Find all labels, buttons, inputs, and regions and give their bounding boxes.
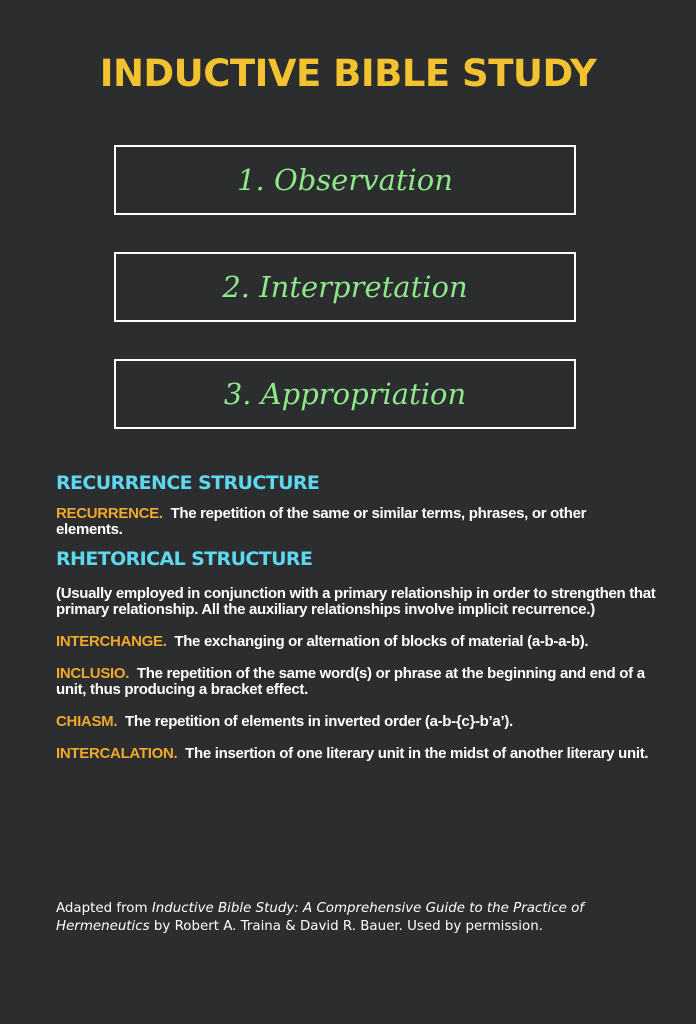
attribution-credit — [56, 900, 656, 936]
step-interpretation: 2. Interpretation — [114, 252, 576, 322]
recurrence-definition — [56, 506, 656, 538]
definition-text: The repetition of the same or similar terms, phrases, or other elements. — [56, 505, 587, 538]
step-observation: 1. Observation — [114, 145, 576, 215]
recurrence-structure-heading: RECURRENCE STRUCTURE — [56, 472, 320, 494]
rhetorical-intro: (Usually employed in conjunction with a primary relationship in order to strengthen that primary relationship. All the auxiliary relationships involve implicit recurrence.) — [56, 585, 656, 618]
rhetorical-structure-heading: RHETORICAL STRUCTURE — [56, 548, 313, 570]
term-label: RECURRENCE. — [56, 505, 163, 522]
inclusio-definition — [56, 666, 656, 698]
definition-text: The repetition of elements in inverted order (a-b-{c}-b’a’). — [124, 713, 513, 730]
term-label: CHIASM. — [56, 713, 118, 730]
term-label: INCLUSIO. — [56, 665, 130, 682]
step-appropriation: 3. Appropriation — [114, 359, 576, 429]
page-title: INDUCTIVE BIBLE STUDY — [99, 52, 597, 95]
definition-text: The repetition of the same word(s) or phrase at the beginning and end of a unit, thus producing a bracket effect. — [56, 665, 645, 698]
definitions-section — [56, 472, 656, 778]
chiasm-definition — [56, 714, 656, 730]
term-label: INTERCALATION. — [56, 745, 178, 762]
intercalation-definition — [56, 746, 656, 762]
interchange-definition — [56, 634, 656, 650]
definition-text: The insertion of one literary unit in the midst of another literary unit. — [185, 745, 649, 762]
term-label: INTERCHANGE. — [56, 633, 167, 650]
book-title: Inductive Bible Study: A Comprehensive Guide to the Practice of Hermeneutics — [56, 901, 585, 934]
credit-prefix: Adapted from — [56, 901, 148, 916]
credit-suffix: by Robert A. Traina & David R. Bauer. Used by permission. — [153, 919, 543, 934]
definition-text: The exchanging or alternation of blocks of material (a-b-a-b). — [174, 633, 589, 650]
